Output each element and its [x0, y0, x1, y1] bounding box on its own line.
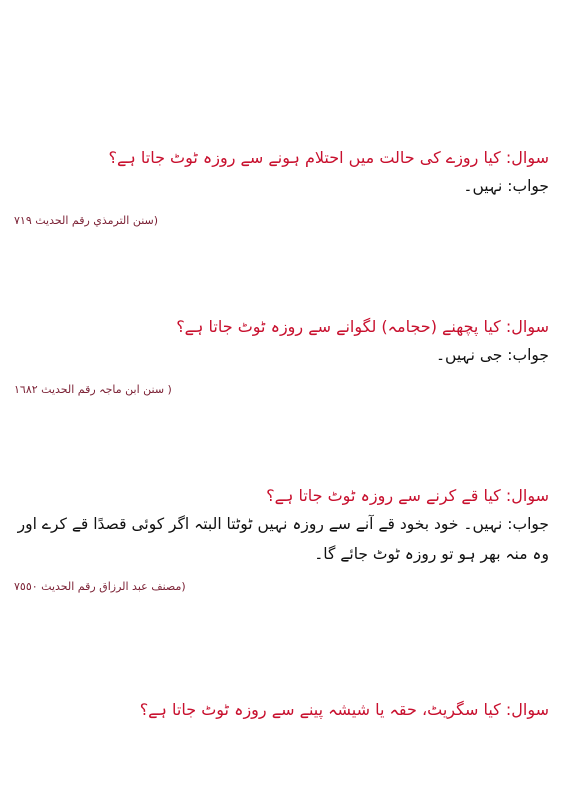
citation-2: ( سنن ابن ماجہ رقم الحديث ١٦٨٢	[14, 383, 172, 396]
answer-3: جواب: نہیں۔ خود بخود قے آنے سے روزہ نہیں ٹوٹتا البتہ اگر کوئی قصدًا قے کرے اور وہ منہ بھر ہو تو روزہ ٹوٹ جائے گا۔	[17, 515, 549, 563]
answer-1: جواب: نہیں۔	[463, 177, 549, 195]
citation-row-2	[14, 378, 549, 399]
question-4: سوال: کیا سگریٹ، حقہ یا شیشہ پینے سے روزہ ٹوٹ جاتا ہے؟	[139, 700, 549, 719]
question-3: سوال: کیا قے کرنے سے روزہ ٹوٹ جاتا ہے؟	[266, 486, 549, 505]
question-2: سوال: کیا پچھنے (حجامہ) لگوانے سے روزہ ٹوٹ جاتا ہے؟	[176, 317, 549, 336]
qa-entry-2	[14, 314, 549, 399]
question-1: سوال: کیا روزے کی حالت میں احتلام ہونے سے روزہ ٹوٹ جاتا ہے؟	[108, 148, 549, 167]
citation-row-3	[14, 575, 549, 596]
citation-3: (مصنف عبد الرزاق رقم الحديث ٧٥٥٠	[14, 580, 186, 593]
qa-entry-3	[14, 483, 549, 596]
qa-entry-1	[14, 145, 549, 230]
citation-1: (سنن الترمذي رقم الحديث ٧١٩	[14, 214, 159, 227]
answer-2: جواب: جی نہیں۔	[435, 346, 549, 364]
citation-row-1	[14, 209, 549, 230]
qa-entry-4	[14, 697, 549, 723]
